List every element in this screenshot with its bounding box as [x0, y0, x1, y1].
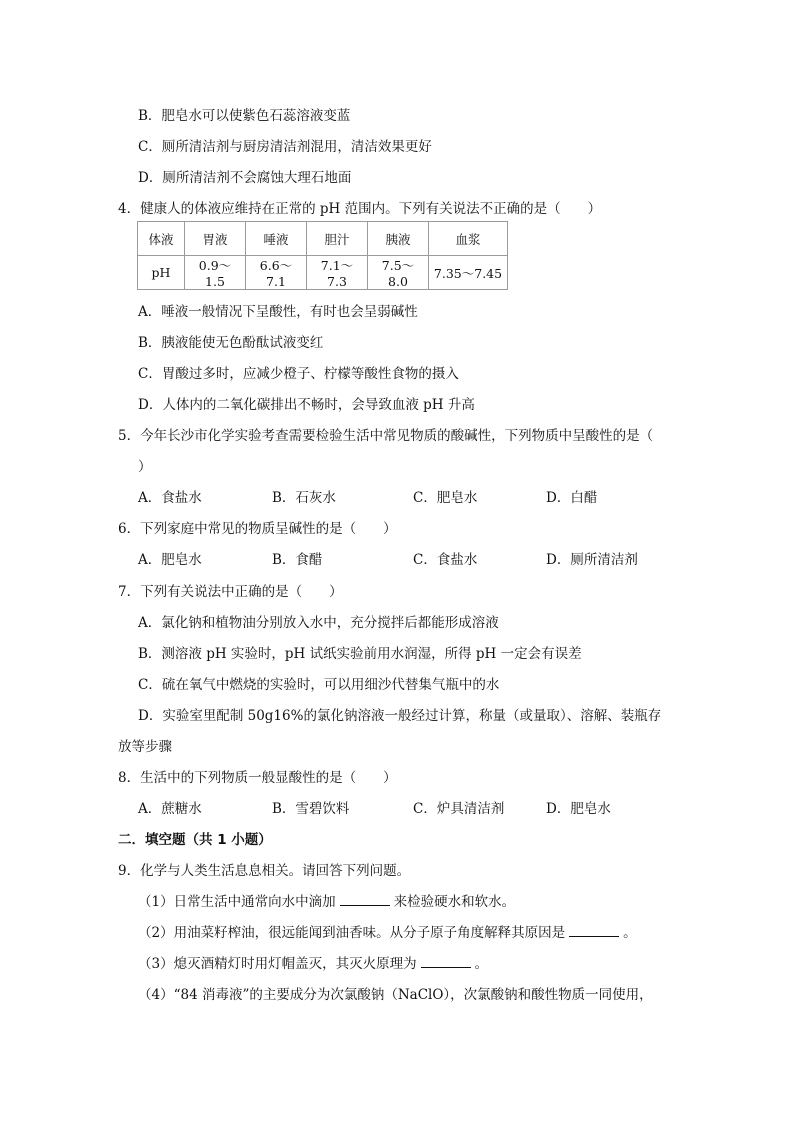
q3-option-b: B．肥皂水可以使紫色石蕊溶液变蓝	[138, 108, 351, 124]
q8-stem: 8．生活中的下列物质一般显酸性的是（ ）	[118, 770, 397, 786]
q4-option-b: B．胰液能使无色酚酞试液变红	[138, 335, 324, 351]
q6-option-b: B．食醋	[272, 552, 323, 568]
q7-stem: 7．下列有关说法中正确的是（ ）	[118, 584, 343, 600]
q9-part-2-text: （2）用油菜籽榨油，很远能闻到油香味。从分子原子角度解释其原因是	[138, 925, 566, 941]
table-cell: 7.1～7.3	[307, 256, 368, 290]
answer-blank-3[interactable]	[421, 955, 471, 968]
table-cell: 7.5～8.0	[368, 256, 429, 290]
q9-part-2-tail: 。	[623, 925, 637, 941]
ph-table-value-row	[138, 256, 508, 290]
q8-option-d: D．肥皂水	[546, 801, 611, 817]
answer-blank-2[interactable]	[569, 924, 619, 937]
q7-option-a: A．氯化钠和植物油分别放入水中，充分搅拌后都能形成溶液	[138, 615, 499, 631]
q6-option-a: A．肥皂水	[138, 552, 202, 568]
q5-stem-cont: ）	[138, 459, 152, 475]
q7-option-d: D．实验室里配制 50g16%的氯化钠溶液一般经过计算，称量（或量取）、溶解、装瓶存	[138, 708, 662, 724]
q6-option-c: C．食盐水	[413, 552, 478, 568]
q4-option-d: D．人体内的二氧化碳排出不畅时，会导致血液 pH 升高	[138, 397, 475, 413]
q5-option-a: A．食盐水	[138, 490, 202, 506]
q5-option-d: D．白醋	[546, 490, 598, 506]
table-cell: 0.9～1.5	[185, 256, 246, 290]
q9-part-3-text: （3）熄灭酒精灯时用灯帽盖灭，其灭火原理为	[138, 956, 417, 972]
q5-option-b: B．石灰水	[272, 490, 336, 506]
table-cell: 胰液	[368, 222, 429, 256]
q4-option-c: C．胃酸过多时，应减少橙子、柠檬等酸性食物的摄入	[138, 366, 459, 382]
table-cell: 唾液	[246, 222, 307, 256]
q9-part-1	[138, 890, 515, 910]
q9-part-4: （4）“84 消毒液”的主要成分为次氯酸钠（NaClO），次氯酸钠和酸性物质一同使用，	[138, 987, 653, 1003]
q6-stem: 6．下列家庭中常见的物质呈碱性的是（ ）	[118, 521, 397, 537]
q9-part-3	[138, 952, 488, 972]
q8-option-b: B．雪碧饮料	[272, 801, 350, 817]
q7-option-d-cont: 放等步骤	[118, 739, 172, 755]
q7-option-b: B．测溶液 pH 实验时，pH 试纸实验前用水润湿，所得 pH 一定会有误差	[138, 646, 582, 662]
table-cell: pH	[138, 256, 185, 290]
q3-option-c: C．厕所清洁剂与厨房清洁剂混用，清洁效果更好	[138, 139, 432, 155]
q9-stem: 9．化学与人类生活息息相关。请回答下列问题。	[118, 863, 411, 879]
table-cell: 血浆	[429, 222, 508, 256]
q6-option-d: D．厕所清洁剂	[546, 552, 638, 568]
ph-table	[137, 221, 508, 290]
table-cell: 7.35～7.45	[429, 256, 508, 290]
q9-part-2	[138, 921, 637, 941]
q4-stem: 4．健康人的体液应维持在正常的 pH 范围内。下列有关说法不正确的是（ ）	[118, 201, 602, 217]
answer-blank-1[interactable]	[340, 893, 390, 906]
q9-part-1-tail: 来检验硬水和软水。	[393, 894, 516, 910]
table-cell: 胆汁	[307, 222, 368, 256]
section-heading: 二．填空题（共 1 小题）	[118, 832, 272, 848]
table-cell: 体液	[138, 222, 185, 256]
ph-table-header-row	[138, 222, 508, 256]
q9-part-3-tail: 。	[474, 956, 489, 972]
q5-option-c: C．肥皂水	[413, 490, 478, 506]
q8-option-a: A．蔗糖水	[138, 801, 202, 817]
q7-option-c: C．硫在氧气中燃烧的实验时，可以用细沙代替集气瓶中的水	[138, 677, 500, 693]
q9-part-1-text: （1）日常生活中通常向水中滴加	[138, 894, 336, 910]
q4-option-a: A．唾液一般情况下呈酸性，有时也会呈弱碱性	[138, 304, 418, 320]
q8-option-c: C．炉具清洁剂	[413, 801, 505, 817]
table-cell: 胃液	[185, 222, 246, 256]
table-cell: 6.6～7.1	[246, 256, 307, 290]
q3-option-d: D．厕所清洁剂不会腐蚀大理石地面	[138, 170, 352, 186]
q5-stem: 5．今年长沙市化学实验考查需要检验生活中常见物质的酸碱性，下列物质中呈酸性的是（	[118, 428, 654, 444]
